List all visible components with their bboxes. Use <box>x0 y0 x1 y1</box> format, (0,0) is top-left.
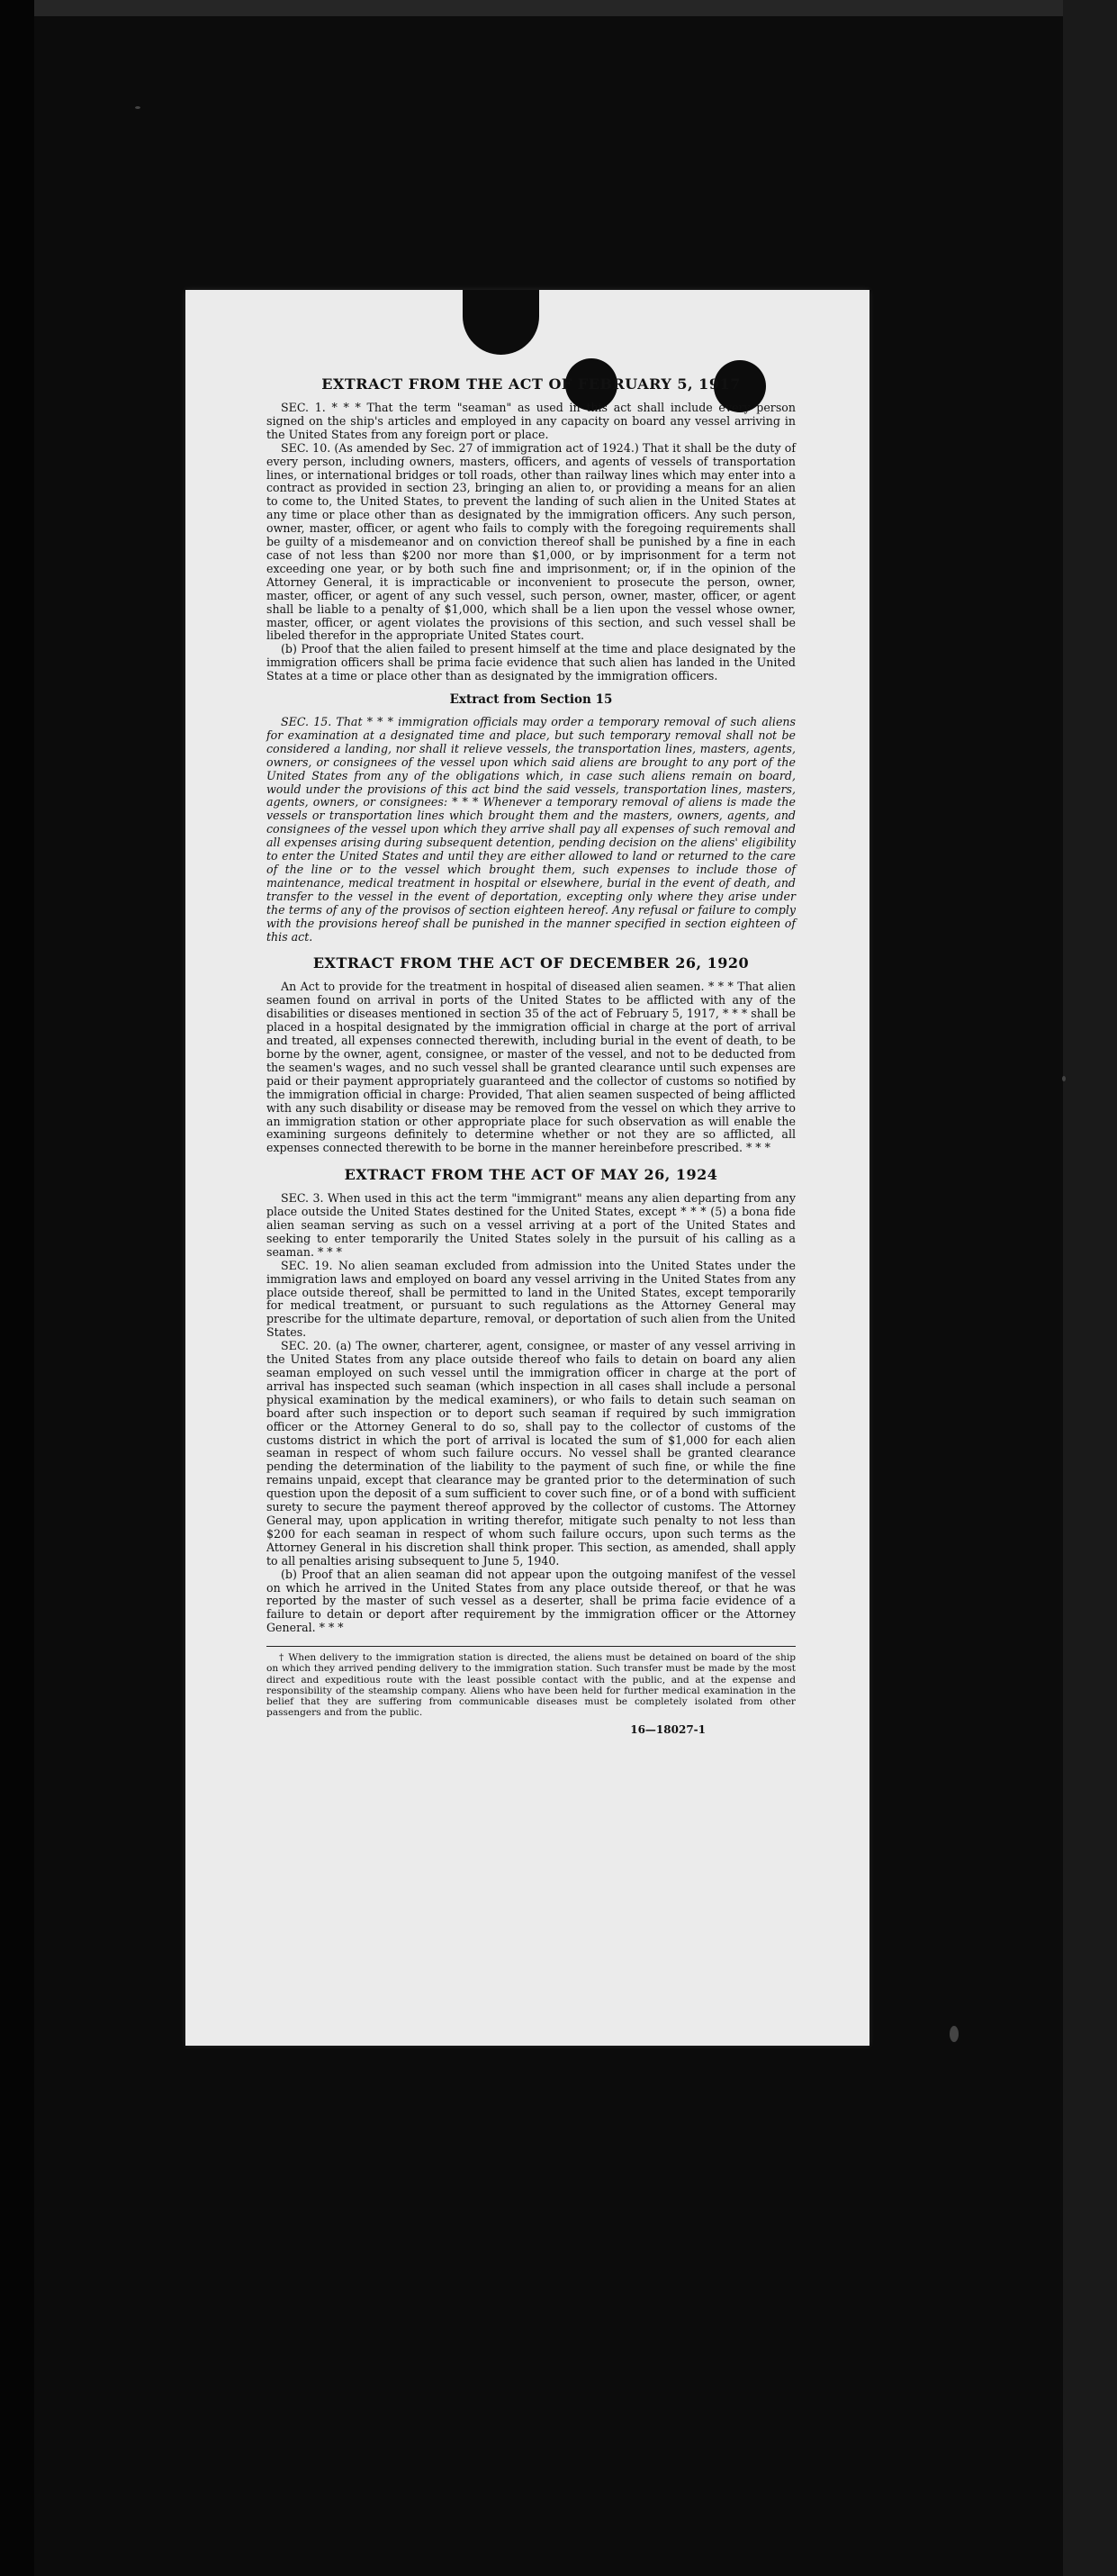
section-heading: EXTRACT FROM THE ACT OF MAY 26, 1924 <box>344 1166 718 1184</box>
section-heading: EXTRACT FROM THE ACT OF FEBRUARY 5, 1917 <box>321 375 741 393</box>
film-top-strip <box>0 0 1117 16</box>
document-page <box>185 290 869 2046</box>
film-left-edge <box>0 0 34 2576</box>
section-paragraph: SEC. 19. No alien seaman excluded from admission into the United States under the immigration laws and employed on board any vessel arriving in the United States from any place outside thereof, shall be permitted to land in the United States, except temporarily for medical treatment, or pursuant to such regulations as the Attorney General may prescribe for the ultimate departure, removal, or deportation of such alien from the United States. <box>266 1258 796 1340</box>
document-content <box>266 375 796 1736</box>
section-subheading: Extract from Section 15 <box>449 692 613 708</box>
section-paragraph: (b) Proof that an alien seaman did not appear upon the outgoing manifest of the vessel on which he arrived in the United States from any place outside thereof, or that he was reported by the master of such vessel as a deserter, shall be prima facie evidence of a failure to detain or deport after requirement by the immigration officer or the Attorney General. * * * <box>266 1567 796 1635</box>
dust-speck <box>135 106 140 109</box>
footnote-divider <box>266 1646 796 1647</box>
section-act-1920 <box>266 954 796 1155</box>
punch-notch <box>463 290 539 355</box>
section-paragraph: An Act to provide for the treatment in hospital of diseased alien seamen. * * * That alien seamen found on arrival in ports of the United States to be afflicted with any of the disabilities or diseases mentioned in section 35 of the act of February 5, 1917, * * * shall be placed in a hospital designated by the immigration official in charge at the port of arrival and treated, all expenses connected therewith, including burial in the event of death, to be borne by the owner, agent, consignee, or master of the vessel, and not to be deducted from the seamen's wages, and no such vessel shall be granted clearance until such expenses are paid or their payment appropriately guaranteed and the collector of customs so notified by the immigration official in charge: Provided, That alien seamen suspected of being afflicted with any such disability or disease may be removed from the vessel on which they arrive to an immigration station or other appropriate place for such observation as will enable the examining surgeons definitely to determine whether or not they are so afflicted, all expenses connected therewith to be borne in the manner hereinbefore prescribed. * * * <box>266 980 796 1155</box>
form-number: 16—18027-1 <box>630 1723 706 1737</box>
section-act-1917 <box>266 375 796 944</box>
section-paragraph: SEC. 1. * * * That the term "seaman" as used in this act shall include every person signed on the ship's articles and employed in any capacity on board any vessel arriving in the United States from any foreign port or place. <box>266 401 796 441</box>
section-paragraph: SEC. 20. (a) The owner, charterer, agent, consignee, or master of any vessel arriving in the United States from any place outside thereof who fails to detain on board any alien seaman employed on such vessel until the immigration officer in charge at the port of arrival has inspected such seaman (which inspection in all cases shall include a personal physical examination by the medical examiners), or who fails to detain such seaman on board after such inspection or to deport such seaman if required by such immigration officer or the Attorney General to do so, shall pay to the collector of customs of the customs district in which the port of arrival is located the sum of $1,000 for each alien seaman in respect of whom such failure occurs. No vessel shall be granted clearance pending the determination of the liability to the payment of such fine, or while the fine remains unpaid, except that clearance may be granted prior to the determination of such question upon the deposit of a sum sufficient to cover such fine, or of a bond with sufficient surety to secure the payment thereof approved by the collector of customs. The Attorney General may, upon application in writing therefor, mitigate such penalty to not less than $200 for each seaman in respect of whom such failure occurs, upon such terms as the Attorney General in his discretion shall think proper. This section, as amended, shall apply to all penalties arising subsequent to June 5, 1940. <box>266 1339 796 1568</box>
section-paragraph: SEC. 10. (As amended by Sec. 27 of immigration act of 1924.) That it shall be the duty of every person, including owners, masters, officers, and agents of vessels of transportation lines, or international bridges or toll roads, other than railway lines which may enter into a contract as provided in section 23, bringing an alien to, or providing a means for an alien to come to, the United States, to prevent the landing of such alien in the United States at any time or place other than as designated by the immigration officers. Any such person, owner, master, officer, or agent who fails to comply with the foregoing requirements shall be guilty of a misdemeanor and on conviction thereof shall be punished by a fine in each case of not less than $200 nor more than $1,000, or by imprisonment for a term not exceeding one year, or by both such fine and imprisonment; or, if in the opinion of the Attorney General, it is impracticable or inconvenient to prosecute the person, owner, master, officer, or agent of any such vessel, such person, owner, master, officer, or agent shall be liable to a penalty of $1,000, which shall be a lien upon the vessel whose owner, master, officer, or agent violates the provisions of this section, and such vessel shall be libeled therefor in the appropriate United States court. <box>266 440 796 643</box>
dust-speck <box>950 2026 959 2042</box>
section-paragraph: (b) Proof that the alien failed to present himself at the time and place designated by the immigration officers shall be prima facie evidence that such alien has landed in the United States at a time or place other than as designated by the immigration officers. <box>266 642 796 683</box>
footnote: † When delivery to the immigration station is directed, the aliens must be detained on board of the ship on which they arrived pending delivery to the immigration station. Such transfer must be made by the most direct and expeditious route with the least possible contact with the public, and at the expense and responsibility of the steamship company. Aliens who have been held for further medical examination in the belief that they are suffering from communicable diseases must be completely isolated from other passengers and from the public. <box>266 1652 796 1719</box>
section-paragraph: SEC. 3. When used in this act the term "immigrant" means any alien departing from any place outside the United States destined for the United States, except * * * (5) a bona fide alien seaman serving as such on a vessel arriving at a port of the United States and seeking to enter temporarily the United States solely in the pursuit of his calling as a seaman. * * * <box>266 1191 796 1259</box>
section-paragraph: SEC. 15. That * * * immigration officials may order a temporary removal of such aliens for examination at a designated time and place, but such temporary removal shall not be considered a landing, nor shall it relieve vessels, the transportation lines, masters, agents, owners, or consignees of the vessel upon which said aliens are brought to any port of the United States from any of the obligations which, in case such aliens remain on board, would under the provisions of this act bind the said vessels, transportation lines, masters, agents, owners, or consignees: * * * Whenever a temporary removal of aliens is made the vessels or transportation lines which brought them and the masters, owners, agents, and consignees of the vessel upon which they arrive shall pay all expenses of such removal and all expenses arising during subsequent detention, pending decision on the aliens' eligibility to enter the United States and until they are either allowed to land or returned to the care of the line or to the vessel which brought them, such expenses to include those of maintenance, medical treatment in hospital or elsewhere, burial in the event of death, and transfer to the vessel in the event of deportation, excepting only where they arise under the terms of any of the provisos of section eighteen hereof. Any refusal or failure to comply with the provisions hereof shall be punished in the manner specified in section eighteen of this act. <box>266 715 796 944</box>
section-act-1924 <box>266 1166 796 1635</box>
dust-speck <box>1062 1076 1066 1081</box>
section-heading: EXTRACT FROM THE ACT OF DECEMBER 26, 1920 <box>312 954 750 972</box>
film-right-edge <box>1063 0 1117 2576</box>
